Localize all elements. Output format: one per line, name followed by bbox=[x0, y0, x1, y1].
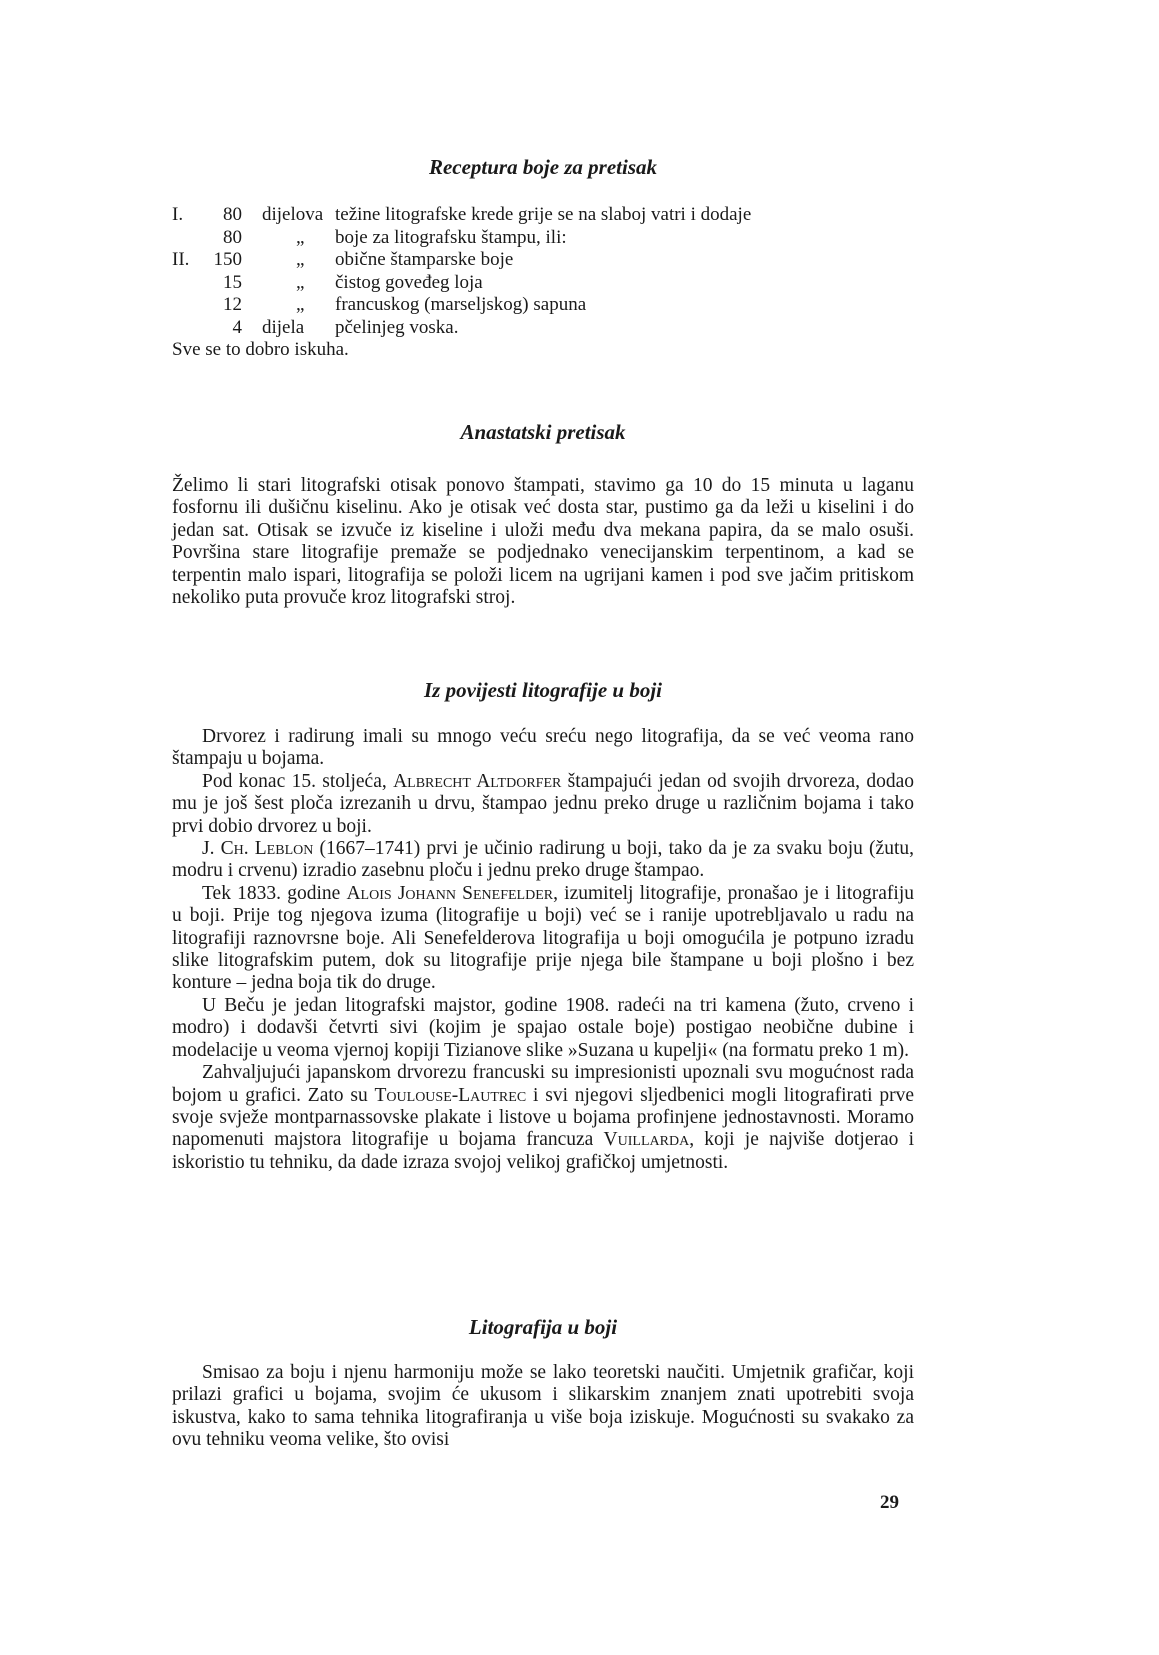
recipe-description: obične štamparske boje bbox=[335, 249, 514, 270]
history-paragraph bbox=[172, 883, 914, 995]
recipe-quantity: 150 bbox=[213, 249, 242, 270]
history-paragraph: Drvorez i radirung imali su mnogo veću sreću nego litografija, da se već veoma rano štampaju u bojama. bbox=[172, 726, 914, 770]
history-paragraph bbox=[172, 1062, 914, 1174]
recipe-quantity: 4 bbox=[232, 316, 242, 338]
section-title-history: Iz povijesti litografije u boji bbox=[423, 678, 662, 702]
recipe-row bbox=[172, 227, 914, 250]
text-run: štampajući jedan od svojih drvoreza, dodao mu je još šest ploča izrezanih u drvu, štampao jednu preko druge u različnim bojama i tako prvi dobio drvorez u boji. bbox=[172, 770, 914, 837]
text-run: Tek 1833. godine bbox=[202, 882, 347, 904]
text-run: (1667–1741) prvi je učinio radirung u boji, tako da je za svaku boju (žutu, modru i crvenu) izradio zasebnu ploču i jednu preko druge štampao. bbox=[172, 838, 914, 882]
history-paragraph bbox=[172, 771, 914, 838]
recipe-row bbox=[172, 294, 914, 317]
text-run: Pod konac 15. stoljeća, bbox=[202, 770, 394, 792]
recipe-list bbox=[172, 204, 914, 362]
recipe-quantity: 80 bbox=[223, 226, 242, 248]
recipe-description: pčelinjeg voska. bbox=[335, 316, 459, 338]
page-number: 29 bbox=[880, 1492, 899, 1513]
recipe-unit: „ bbox=[296, 294, 305, 315]
section-title-recipe: Receptura boje za pretisak bbox=[428, 155, 658, 179]
history-body bbox=[172, 726, 914, 1174]
recipe-unit: dijelova bbox=[262, 204, 324, 225]
recipe-description: boje za litografsku štampu, ili: bbox=[335, 226, 567, 248]
recipe-description: čistog goveđeg loja bbox=[335, 271, 483, 293]
artist-name: Toulouse-Lautrec bbox=[374, 1084, 527, 1106]
section-title-color-litho: Litografija u boji bbox=[468, 1315, 618, 1339]
recipe-roman: I. bbox=[172, 204, 184, 225]
recipe-roman: II. bbox=[172, 249, 190, 270]
recipe-row bbox=[172, 249, 914, 272]
recipe-unit: dijela bbox=[262, 316, 305, 338]
artist-name: Vuillarda bbox=[603, 1129, 690, 1151]
text-run: , izumitelj litografije, pronašao je i litografiju u boji. Prije tog njegova izuma (litografije u boji) već se i ranije upotrebljavalo u radu na litografiji raznovrsne boje. Ali Senefelderova litografija u boji omogućila je potpuno izradu slike litografskim putem, dok su litografije prije njega bile štampane u boji plošno i bez konture – jedna boja tik do druge. bbox=[172, 882, 914, 994]
recipe-quantity: 15 bbox=[223, 271, 242, 293]
recipe-description: težine litografske krede grije se na slaboj vatri i dodaje bbox=[335, 204, 752, 225]
recipe-unit: „ bbox=[296, 271, 305, 293]
anastatic-paragraph: Želimo li stari litografski otisak ponovo štampati, stavimo ga 10 do 15 minuta u laganu fosfornu ili dušičnu kiselinu. Ako je otisak već dosta star, pustimo ga da leži u kiselini i do jedan sat. Otisak se izvuče iz kiseline i uloži među dva mekana papira, da se malo osuši. Površina stare litografije premaže se podjednako venecijanskim terpentinom, a kad se terpentin malo ispari, litografija se položi licem na ugrijani kamen i pod sve jačim pritiskom nekoliko puta provuče kroz litografski stroj. bbox=[172, 475, 914, 609]
artist-name: J. Ch. Leblon bbox=[202, 838, 314, 860]
text-run: , koji je najviše dotjerao i iskoristio tu tehniku, da dade izraza svojoj velikoj grafičkoj umjetnosti. bbox=[172, 1129, 914, 1173]
artist-name: Albrecht Altdorfer bbox=[393, 770, 562, 792]
recipe-row bbox=[172, 272, 914, 295]
recipe-unit: „ bbox=[296, 249, 305, 270]
color-litho-paragraph: Smisao za boju i njenu harmoniju može se lako teoretski naučiti. Umjetnik grafičar, koji prilazi grafici u bojama, svojim će ukusom i slikarskim znanjem znati upotrebiti svoja iskustva, kako to sama tehnika litografiranja u više boja iziskuje. Mogućnosti su svakako za ovu tehniku veoma velike, što ovisi bbox=[172, 1362, 914, 1451]
recipe-closing: Sve se to dobro iskuha. bbox=[172, 339, 349, 360]
recipe-quantity: 80 bbox=[223, 204, 242, 225]
recipe-row bbox=[172, 204, 914, 227]
recipe-description: francuskog (marseljskog) sapuna bbox=[335, 294, 587, 315]
text-run: Zahvaljujući japanskom drvorezu francuski su impresionisti upoznali svu mogućnost rada bojom u grafici. Zato su bbox=[172, 1062, 914, 1106]
section-title-anastatic: Anastatski pretisak bbox=[460, 420, 626, 444]
artist-name: Alois Johann Senefelder bbox=[346, 882, 554, 904]
recipe-quantity: 12 bbox=[223, 294, 242, 315]
recipe-unit: „ bbox=[296, 226, 305, 248]
history-paragraph: U Beču je jedan litografski majstor, godine 1908. radeći na tri kamena (žuto, crveno i modro) i dodavši četvrti sivi (kojim je spajao ostale boje) postigao neobične dubine i modelacije u veoma vjernoj kopiji Tizianove slike »Suzana u kupelji« (na formatu preko 1 m). bbox=[172, 994, 914, 1061]
recipe-row bbox=[172, 317, 914, 340]
history-paragraph bbox=[172, 838, 914, 883]
text-run: i svi njegovi sljedbenici mogli litografirati prve svoje svježe montparnassovske plakate i listove u bojama profinjene jednostavnosti. Moramo napomenuti majstora litografije u bojama francuza bbox=[172, 1084, 914, 1151]
